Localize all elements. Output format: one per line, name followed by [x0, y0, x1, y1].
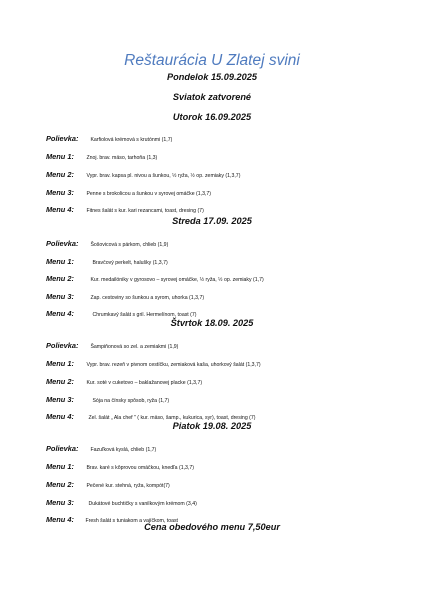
- menu-row: [46, 233, 404, 251]
- item-dish: Zel. šalát „ Ala chef " ( kur. mäso, šamp., kukurica, syr), toast, dresing (7): [88, 415, 256, 421]
- item-dish: Bravčový perkelt, halušky (1,3,7): [92, 260, 168, 266]
- item-label: Menu 2:: [46, 480, 74, 489]
- day-heading-streda: Streda 17.09. 2025: [172, 216, 252, 226]
- item-label: Menu 4:: [46, 205, 74, 214]
- item-dish: Vypr. brav. kapsa pl. nivou a šunkou, ½ ryža, ½ op. zemiaky (1,3,7): [86, 173, 241, 179]
- item-dish: Brav. karé s kôprovou omáčkou, knedľa (1,3,7): [86, 465, 194, 471]
- item-label: Menu 4:: [46, 412, 74, 421]
- item-dish: Šošovicová s párkom, chlieb (1,9): [90, 242, 169, 248]
- item-label: Menu 3:: [46, 395, 74, 404]
- day-heading-pondelok: Pondelok 15.09.2025: [167, 72, 257, 82]
- item-dish: Zap. cestoviny so šunkou a syrom, uhorka (1,3,7): [90, 295, 205, 301]
- item-dish: Kur. medailóniky v gyrosovo – syrovej omáčke, ½ ryža, ½ op. zemiaky (1,7): [90, 277, 264, 283]
- menu-row: [46, 251, 404, 269]
- item-label: Menu 1:: [46, 359, 74, 368]
- menu-row: [46, 286, 404, 304]
- menu-price: Cena obedového menu 7,50eur: [144, 522, 280, 532]
- item-label: Polievka:: [46, 341, 79, 350]
- item-label: Menu 1:: [46, 257, 74, 266]
- item-label: Menu 3:: [46, 292, 74, 301]
- item-label: Polievka:: [46, 134, 79, 143]
- menu-row: [46, 492, 404, 510]
- day-heading-stvrtok: Štvrtok 18.09. 2025: [170, 318, 254, 328]
- menu-row: [46, 268, 404, 286]
- item-label: Menu 2:: [46, 170, 74, 179]
- menu-row: [46, 146, 404, 164]
- item-label: Menu 3:: [46, 498, 74, 507]
- menu-row: [46, 456, 404, 474]
- item-label: Menu 1:: [46, 152, 74, 161]
- menu-row: [46, 438, 404, 456]
- item-dish: Chrumkavý šalát s gril. Hermelínom, toast (7): [92, 312, 197, 318]
- menu-row: [46, 128, 404, 146]
- closed-notice: Sviatok zatvorené: [172, 92, 252, 102]
- item-dish: Šampiňonová so zel. a zemiakmi (1,9): [90, 344, 179, 350]
- item-dish: Pečené kur. stehná, ryža, kompót(7): [86, 483, 170, 489]
- item-dish: Kur. soté v cuketovo – baklažanovej placke (1,3,7): [86, 380, 203, 386]
- menu-row: [46, 474, 404, 492]
- day-heading-utorok: Utorok 16.09.2025: [172, 112, 252, 122]
- item-dish: Dukátové buchtičky s vanilkovým krémom (3,4): [88, 501, 197, 507]
- item-dish: Vypr. brav. rezeň v pivnom cestíčku, zemiaková kaša, uhorkový šalát (1,3,7): [86, 362, 261, 368]
- item-label: Menu 4:: [46, 515, 74, 524]
- menu-row: [46, 199, 404, 217]
- item-dish: Karfiolová krémová s krutónmi (1,7): [90, 137, 173, 143]
- menu-row: [46, 371, 404, 389]
- menu-row: [46, 335, 404, 353]
- item-label: Menu 1:: [46, 462, 74, 471]
- item-dish: Sója na čínsky spôsob, ryža (1,7): [92, 398, 170, 404]
- menu-row: [46, 389, 404, 407]
- menu-row: [46, 182, 404, 200]
- day-heading-piatok: Piatok 19.08. 2025: [172, 421, 252, 431]
- item-label: Polievka:: [46, 239, 79, 248]
- menu-row: [46, 353, 404, 371]
- item-label: Menu 2:: [46, 377, 74, 386]
- item-dish: Fazuľková kyslá, chlieb (1,7): [90, 447, 157, 453]
- item-label: Menu 3:: [46, 188, 74, 197]
- restaurant-title: Reštaurácia U Zlatej svini: [124, 52, 300, 69]
- item-dish: Znoj. brav. mäso, tarhoňa (1,3): [86, 155, 158, 161]
- item-label: Polievka:: [46, 444, 79, 453]
- item-label: Menu 2:: [46, 274, 74, 283]
- item-dish: Penne s brokolicou a šunkou v syrovej omáčke (1,3,7): [86, 191, 212, 197]
- item-dish: Fitnes šalát s kur. kari rezancami, toast, dresing (7): [86, 208, 204, 214]
- item-label: Menu 4:: [46, 309, 74, 318]
- item-dish: Fresh šalát s tuniakom a vajíčkom, toast: [85, 518, 178, 524]
- menu-row: [46, 164, 404, 182]
